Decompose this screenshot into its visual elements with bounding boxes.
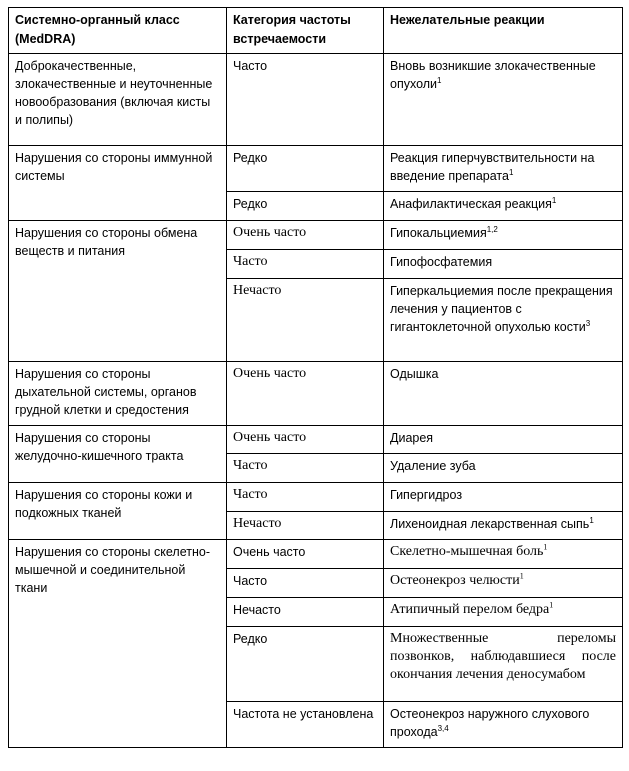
table-row bbox=[9, 426, 623, 454]
frequency-cell: Очень часто bbox=[227, 362, 384, 426]
reaction-cell bbox=[384, 192, 623, 221]
reaction-cell bbox=[384, 279, 623, 362]
reaction-cell bbox=[384, 627, 623, 702]
reaction-text: Удаление зуба bbox=[390, 459, 476, 473]
reaction-text: Гипофосфатемия bbox=[390, 255, 493, 269]
footnote-ref: 1 bbox=[589, 515, 594, 525]
frequency-cell: Нечасто bbox=[227, 512, 384, 540]
reaction-cell bbox=[384, 54, 623, 146]
soc-cell: Нарушения со стороны обмена веществ и питания bbox=[9, 221, 227, 362]
footnote-ref: 1,2 bbox=[486, 224, 498, 234]
footnote-ref: 1 bbox=[508, 167, 514, 177]
soc-cell: Нарушения со стороны желудочно-кишечного тракта bbox=[9, 426, 227, 483]
header-frequency: Категория частоты встречаемости bbox=[227, 8, 384, 54]
reaction-text: Остеонекроз наружного слухового прохода bbox=[390, 707, 590, 739]
frequency-cell: Очень часто bbox=[227, 221, 384, 250]
footnote-ref: 3 bbox=[585, 318, 591, 328]
header-reaction: Нежелательные реакции bbox=[384, 8, 623, 54]
frequency-cell: Редко bbox=[227, 627, 384, 702]
frequency-cell: Часто bbox=[227, 54, 384, 146]
reaction-cell bbox=[384, 540, 623, 569]
table-row bbox=[9, 54, 623, 146]
reaction-text: Диарея bbox=[390, 431, 434, 445]
frequency-cell: Часто bbox=[227, 483, 384, 512]
soc-cell: Доброкачественные, злокачественные и неуточненные новообразования (включая кисты и полипы) bbox=[9, 54, 227, 146]
reaction-cell bbox=[384, 569, 623, 598]
footnote-ref: 3,4 bbox=[437, 723, 449, 733]
table-row bbox=[9, 146, 623, 192]
frequency-cell: Нечасто bbox=[227, 279, 384, 362]
reaction-text: Скелетно-мышечная боль bbox=[390, 544, 544, 559]
reaction-cell bbox=[384, 426, 623, 454]
soc-cell: Нарушения со стороны дыхательной системы, органов грудной клетки и средостения bbox=[9, 362, 227, 426]
frequency-cell: Часто bbox=[227, 569, 384, 598]
reaction-cell bbox=[384, 146, 623, 192]
table-row bbox=[9, 362, 623, 426]
soc-cell: Нарушения со стороны скелетно-мышечной и соединительной ткани bbox=[9, 540, 227, 748]
table-row bbox=[9, 483, 623, 512]
footnote-ref: 1 bbox=[551, 195, 557, 205]
reaction-text: Одышка bbox=[390, 367, 439, 381]
footnote-ref: 1 bbox=[437, 75, 442, 85]
reaction-cell bbox=[384, 702, 623, 748]
reaction-text: Реакция гиперчувствительности на введение препарата bbox=[390, 151, 595, 183]
frequency-cell: Часто bbox=[227, 454, 384, 483]
reaction-text: Гиперкальциемия после прекращения лечения у пациентов с гигантоклеточной опухолью кости bbox=[390, 284, 613, 334]
reaction-cell bbox=[384, 250, 623, 279]
reaction-cell bbox=[384, 483, 623, 512]
reaction-cell bbox=[384, 454, 623, 483]
adverse-reactions-table bbox=[8, 7, 623, 748]
soc-cell: Нарушения со стороны кожи и подкожных тканей bbox=[9, 483, 227, 540]
reaction-text: Гипокальциемия bbox=[390, 226, 487, 240]
frequency-cell: Очень часто bbox=[227, 540, 384, 569]
reaction-text: Анафилактическая реакция bbox=[390, 197, 552, 211]
frequency-cell: Редко bbox=[227, 192, 384, 221]
reaction-cell bbox=[384, 598, 623, 627]
frequency-cell: Нечасто bbox=[227, 598, 384, 627]
header-row bbox=[9, 8, 623, 54]
header-soc: Системно-органный класс (MedDRA) bbox=[9, 8, 227, 54]
table-row bbox=[9, 221, 623, 250]
frequency-cell: Часто bbox=[227, 250, 384, 279]
reaction-text: Гипергидроз bbox=[390, 488, 463, 502]
reaction-cell bbox=[384, 362, 623, 426]
reaction-text: Остеонекроз челюсти bbox=[390, 573, 520, 588]
frequency-cell: Частота не установлена bbox=[227, 702, 384, 748]
footnote-ref: 1 bbox=[549, 600, 554, 610]
table-row bbox=[9, 540, 623, 569]
reaction-text: Множественные переломы позвонков, наблюдавшиеся после окончания лечения деносумабом bbox=[390, 631, 616, 682]
footnote-ref: 1 bbox=[519, 571, 524, 581]
reaction-text: Атипичный перелом бедра bbox=[390, 602, 550, 617]
frequency-cell: Очень часто bbox=[227, 426, 384, 454]
reaction-text: Лихеноидная лекарственная сыпь bbox=[390, 517, 590, 531]
soc-cell: Нарушения со стороны иммунной системы bbox=[9, 146, 227, 221]
footnote-ref: 1 bbox=[543, 542, 548, 552]
reaction-text: Вновь возникшие злокачественные опухоли bbox=[390, 59, 596, 91]
reaction-cell bbox=[384, 512, 623, 540]
frequency-cell: Редко bbox=[227, 146, 384, 192]
reaction-cell bbox=[384, 221, 623, 250]
